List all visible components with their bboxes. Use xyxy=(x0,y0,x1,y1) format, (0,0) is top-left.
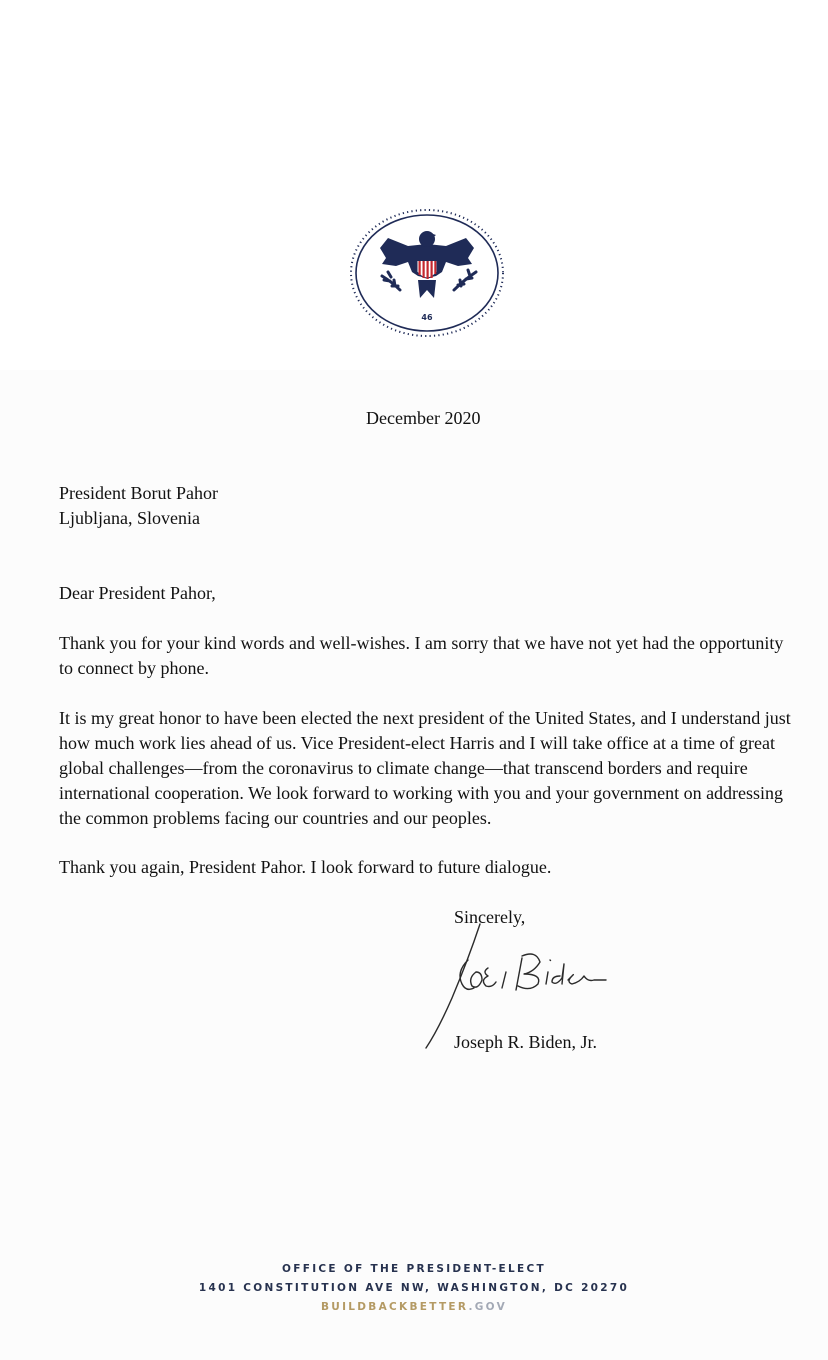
seal-number: 46 xyxy=(421,313,433,322)
footer-address: 1401 CONSTITUTION AVE NW, WASHINGTON, DC 20270 xyxy=(198,1282,630,1294)
salutation: Dear President Pahor, xyxy=(59,583,216,603)
footer-office: OFFICE OF THE PRESIDENT-ELECT xyxy=(282,1263,546,1275)
footer-website-main: BUILDBACKBETTER xyxy=(320,1301,469,1313)
footer-website-tld: .GOV xyxy=(468,1301,508,1313)
footer-website[interactable] xyxy=(0,1301,828,1313)
signatory-name: Joseph R. Biden, Jr. xyxy=(454,1032,598,1052)
paragraph-2: It is my great honor to have been elected the next president of the United States, and I understand just how much work lies ahead of us. Vice President-elect Harris and I will take office at a time of great global challenges—from the coronavirus to climate change—that transcend borders and require international cooperation. We look forward to working with you and your government on addressing the common problems facing our countries and our peoples. xyxy=(59,708,791,828)
recipient-location: Ljubljana, Slovenia xyxy=(59,508,200,528)
closing: Sincerely, xyxy=(454,907,526,927)
paragraph-3: Thank you again, President Pahor. I look forward to future dialogue. xyxy=(59,857,552,877)
recipient-name: President Borut Pahor xyxy=(59,483,218,503)
recipient-address xyxy=(59,481,218,531)
presidential-seal-logo xyxy=(348,206,506,340)
letter-date: December 2020 xyxy=(366,408,481,428)
paragraph-1: Thank you for your kind words and well-wishes. I am sorry that we have not yet had the opportunity to connect by phone. xyxy=(59,633,784,678)
